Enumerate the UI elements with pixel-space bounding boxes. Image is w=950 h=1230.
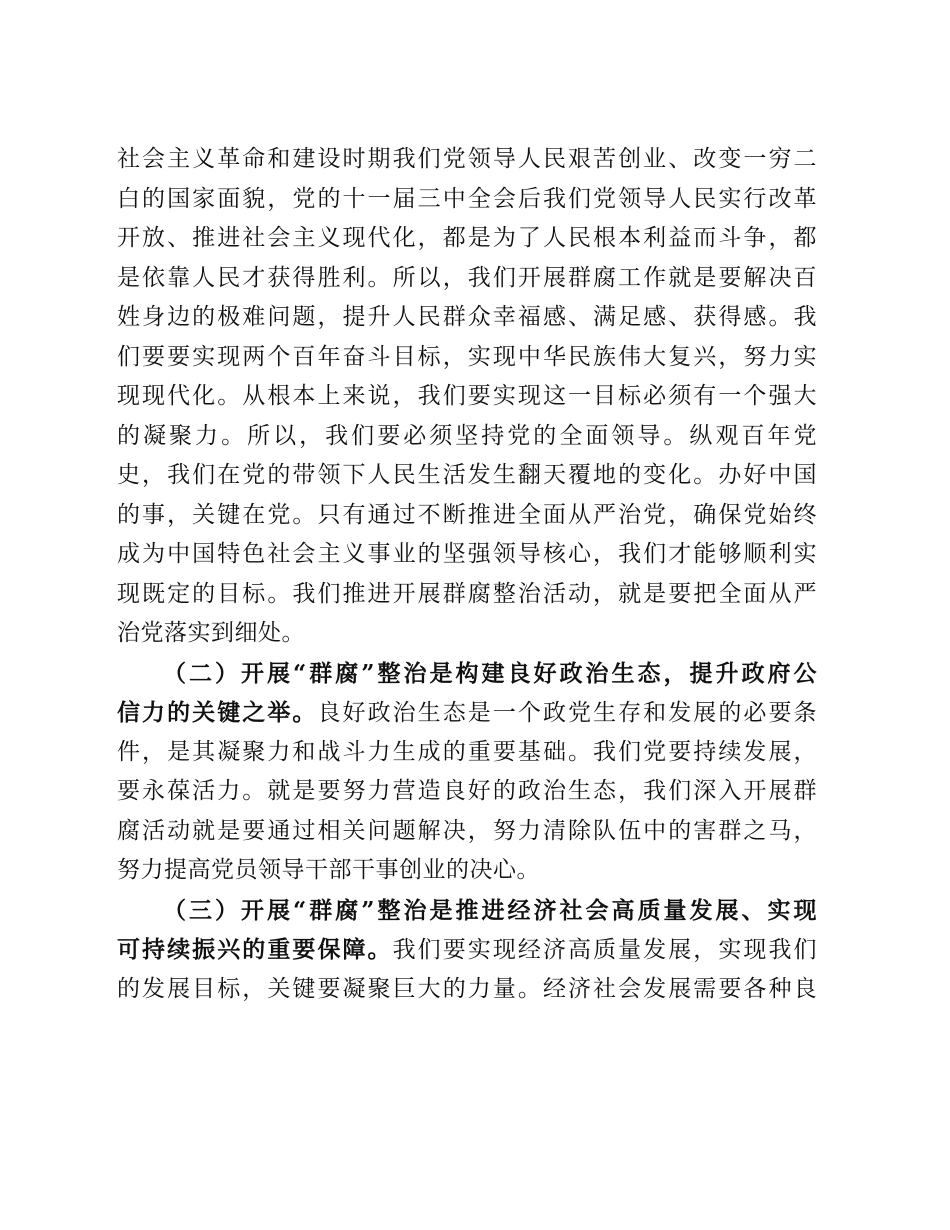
body-line: 腐活动就是要通过相关问题解决，努力清除队伍中的害群之马，: [117, 817, 817, 844]
body-line: 们要要实现两个百年奋斗目标，实现中华民族伟大复兴，努力实: [117, 343, 817, 370]
body-line: 的事，关键在党。只有通过不断推进全面从严治党，确保党始终: [117, 501, 817, 528]
section-heading-2-end: 信力的关键之举。: [117, 699, 318, 726]
body-line: 的发展目标，关键要凝聚巨大的力量。经济社会发展需要各种良: [117, 975, 817, 1002]
section-heading-3-end: 可持续振兴的重要保障。: [117, 936, 393, 963]
body-line: 成为中国特色社会主义事业的坚强领导核心，我们才能够顺利实: [117, 541, 817, 567]
body-line: 治党落实到细处。: [117, 620, 305, 646]
body-line: 现现代化。从根本上来说，我们要实现这一目标必须有一个强大: [117, 383, 817, 409]
section-heading-3: （三）开展“群腐”整治是推进经济社会高质量发展、实现: [163, 896, 817, 924]
body-line: 件，是其凝聚力和战斗力生成的重要基础。我们党要持续发展，: [117, 738, 817, 765]
body-line: 要永葆活力。就是要努力营造良好的政治生态，我们深入开展群: [117, 778, 817, 804]
body-line: 努力提高党员领导干部干事创业的决心。: [117, 857, 540, 883]
body-text: 良好政治生态是一个政党生存和发展的必要条: [317, 700, 818, 726]
body-line: 是依靠人民才获得胜利。所以，我们开展群腐工作就是要解决百: [117, 264, 817, 291]
body-line: 姓身边的极难问题，提升人民群众幸福感、满足感、获得感。我: [117, 304, 817, 330]
section-heading-2: （二）开展“群腐”整治是构建良好政治生态，提升政府公: [163, 659, 817, 687]
body-line: 的凝聚力。所以，我们要必须坚持党的全面领导。纵观百年党: [117, 422, 817, 449]
body-line: 白的国家面貌，党的十一届三中全会后我们党领导人民实行改革: [117, 185, 817, 212]
body-line: 现既定的目标。我们推进开展群腐整治活动，就是要把全面从严: [117, 580, 817, 607]
body-line: 开放、推进社会主义现代化，都是为了人民根本利益而斗争，都: [117, 225, 817, 251]
body-text: 我们要实现经济高质量发展，实现我们: [392, 937, 818, 963]
mixed-line: [117, 930, 817, 970]
document-body: [117, 140, 817, 1009]
mixed-line: [117, 693, 817, 733]
body-line: 社会主义革命和建设时期我们党领导人民艰苦创业、改变一穷二: [117, 146, 817, 172]
body-line: 史，我们在党的带领下人民生活发生翻天覆地的变化。办好中国: [117, 462, 817, 488]
